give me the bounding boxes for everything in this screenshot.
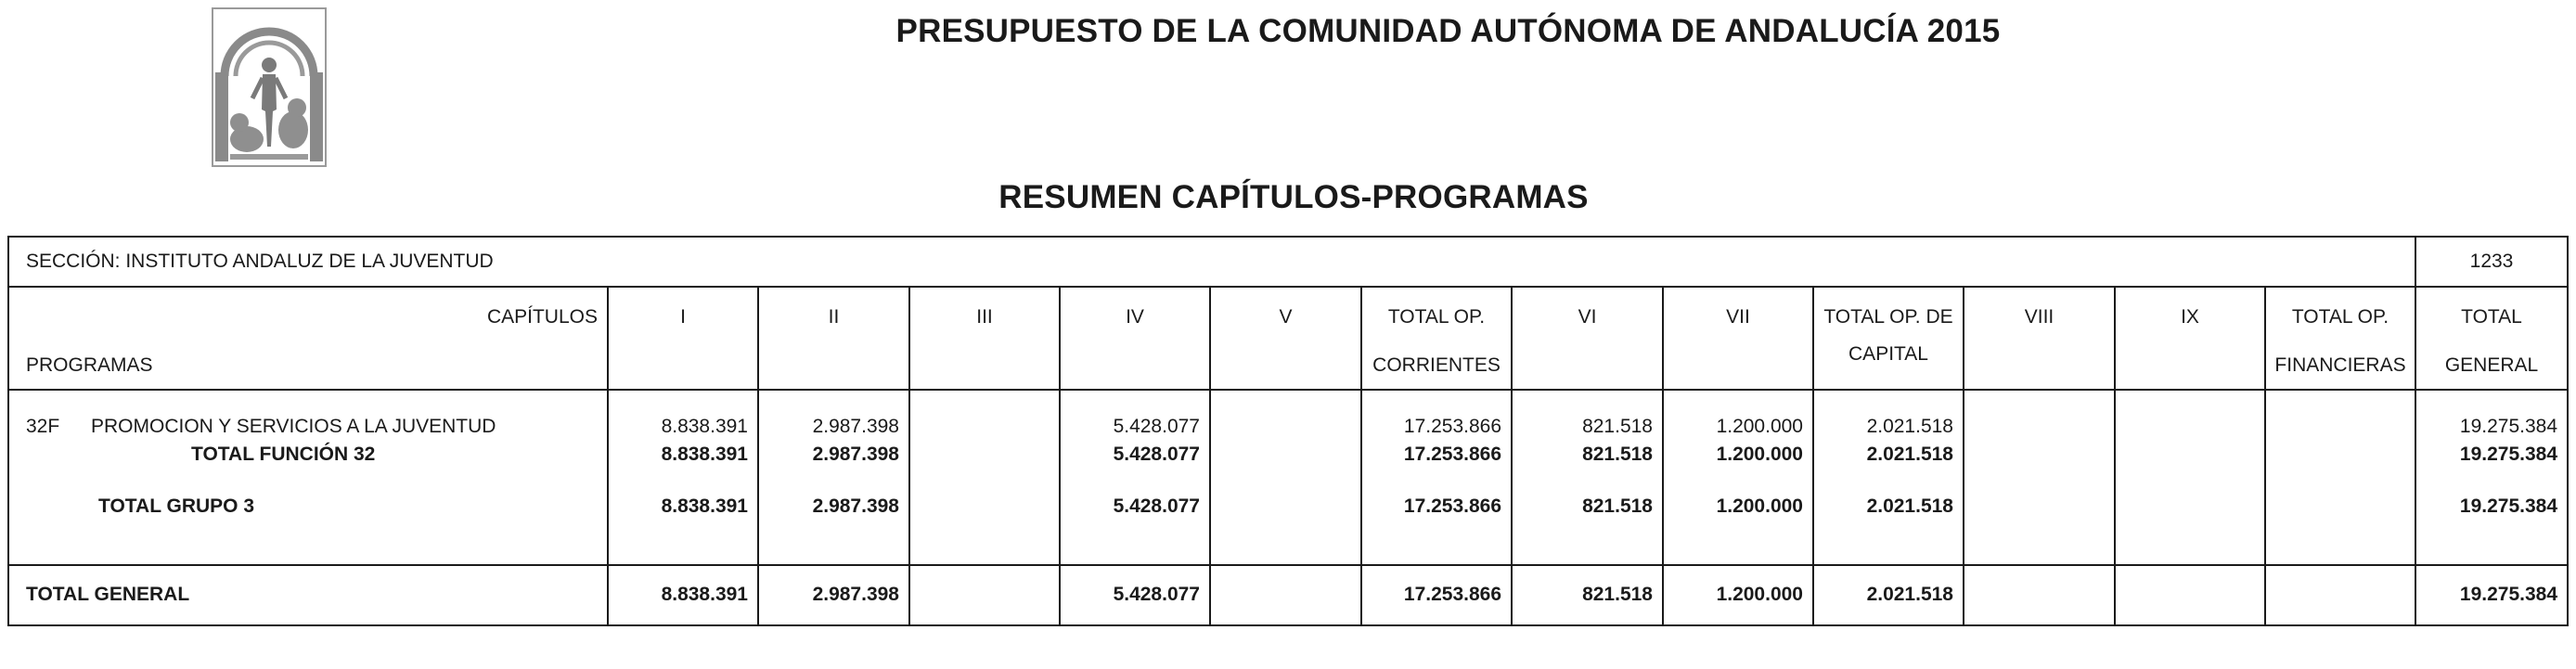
page-title: PRESUPUESTO DE LA COMUNIDAD AUTÓNOMA DE ANDALUCÍA 2015 [895,13,2001,49]
header-total-general-2: GENERAL [2444,354,2539,376]
header-total-op-financieras-2: FINANCIERAS [2274,354,2406,376]
header-total-general-1: TOTAL [2461,306,2522,328]
table-cell: 17.253.866 [1403,495,1501,517]
col-divider [1963,286,1964,626]
header-capitulos: CAPÍTULOS [486,306,598,328]
header-col-v: V [1279,306,1293,328]
header-total-op-corrientes-2: CORRIENTES [1372,354,1501,376]
table-cell: 8.838.391 [661,416,748,437]
table-cell: 17.253.866 [1403,416,1501,437]
header-col-vii: VII [1726,306,1750,328]
table-cell: 2.021.518 [1866,495,1953,517]
table-cell: 821.518 [1582,444,1653,465]
total-funcion-label: TOTAL FUNCIÓN 32 [191,444,376,465]
table-border-bottom [7,624,2569,626]
section-label: SECCIÓN: INSTITUTO ANDALUZ DE LA JUVENTUD [26,251,494,272]
table-cell: 2.987.398 [812,444,899,465]
section-divider [7,286,2569,288]
table-cell: 5.428.077 [1113,584,1200,605]
col-divider [908,286,910,626]
program-code: 32F [26,416,60,437]
header-col-iv: IV [1126,306,1144,328]
table-cell: 2.987.398 [812,584,899,605]
header-divider [7,389,2569,391]
col-divider [1209,286,1211,626]
header-programas: PROGRAMAS [26,354,153,376]
table-cell: 5.428.077 [1113,495,1200,517]
header-col-ix: IX [2181,306,2199,328]
table-cell: 2.987.398 [812,416,899,437]
header-col-iii: III [976,306,993,328]
table-cell: 2.021.518 [1866,584,1953,605]
table-cell: 19.275.384 [2459,444,2557,465]
table-border-left [7,236,9,626]
header-total-op-corrientes-1: TOTAL OP. [1387,306,1486,328]
program-name: PROMOCION Y SERVICIOS A LA JUVENTUD [91,416,496,437]
section-code: 1233 [2469,251,2514,272]
table-cell: 1.200.000 [1716,444,1803,465]
header-col-viii: VIII [2024,306,2054,328]
table-cell: 1.200.000 [1716,416,1803,437]
table-cell: 2.987.398 [812,495,899,517]
col-divider [2264,286,2266,626]
table-border-right [2567,236,2569,626]
budget-table [7,236,2569,626]
table-cell: 17.253.866 [1403,584,1501,605]
header-col-vi: VI [1578,306,1597,328]
page-subtitle: RESUMEN CAPÍTULOS-PROGRAMAS [998,179,1589,215]
table-cell: 19.275.384 [2459,416,2557,437]
table-cell: 5.428.077 [1113,444,1200,465]
table-cell: 821.518 [1582,495,1653,517]
table-cell: 1.200.000 [1716,495,1803,517]
table-cell: 8.838.391 [661,495,748,517]
table-cell: 821.518 [1582,584,1653,605]
header-total-op-capital-1: TOTAL OP. DE [1823,306,1953,328]
table-cell: 5.428.077 [1113,416,1200,437]
col-divider [2114,286,2116,626]
table-cell: 1.200.000 [1716,584,1803,605]
total-general-label: TOTAL GENERAL [26,584,190,605]
total-grupo-label: TOTAL GRUPO 3 [98,495,255,517]
table-cell: 19.275.384 [2459,495,2557,517]
table-cell: 821.518 [1582,416,1653,437]
table-cell: 8.838.391 [661,584,748,605]
header-total-op-capital-2: CAPITAL [1848,343,1928,365]
table-cell: 2.021.518 [1866,444,1953,465]
table-cell: 19.275.384 [2459,584,2557,605]
table-cell: 8.838.391 [661,444,748,465]
table-cell: 2.021.518 [1866,416,1953,437]
header-total-op-financieras-1: TOTAL OP. [2291,306,2389,328]
table-cell: 17.253.866 [1403,444,1501,465]
table-border-top [7,236,2569,238]
header-col-i: I [680,306,686,328]
header-col-ii: II [828,306,840,328]
total-divider [7,564,2569,566]
